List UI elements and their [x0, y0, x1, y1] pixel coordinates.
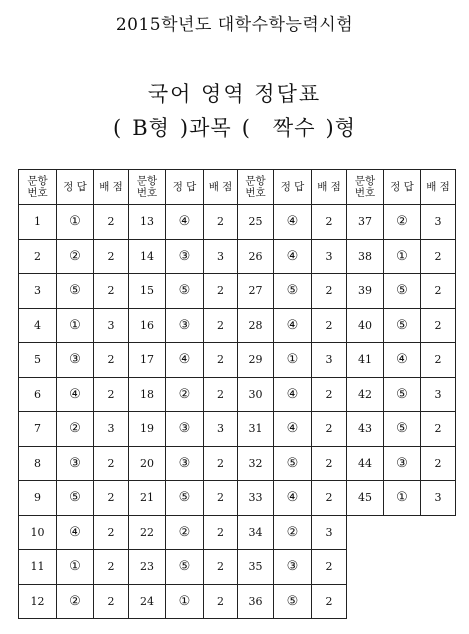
question-number-cell: 26 — [238, 239, 274, 274]
question-number-cell: 18 — [129, 377, 166, 412]
answer-cell: ⑤ — [384, 274, 421, 309]
answer-cell: ③ — [166, 412, 204, 447]
question-number-cell: 23 — [129, 550, 166, 585]
answer-cell: ④ — [166, 205, 204, 240]
question-number-cell: 28 — [238, 308, 274, 343]
question-number-cell: 10 — [19, 515, 57, 550]
header-answer: 정 답 — [57, 170, 94, 205]
question-number-cell: 30 — [238, 377, 274, 412]
question-number-cell: 21 — [129, 481, 166, 516]
points-cell: 2 — [204, 274, 238, 309]
question-number-cell: 12 — [19, 584, 57, 619]
empty-cell — [421, 550, 456, 585]
answer-cell: ③ — [57, 446, 94, 481]
question-number-cell: 6 — [19, 377, 57, 412]
points-cell: 2 — [94, 446, 129, 481]
question-number-cell: 25 — [238, 205, 274, 240]
points-cell: 3 — [312, 239, 347, 274]
answer-cell: ④ — [57, 377, 94, 412]
answer-cell: ⑤ — [166, 274, 204, 309]
table-row — [19, 550, 456, 585]
question-number-cell: 8 — [19, 446, 57, 481]
table-row — [19, 274, 456, 309]
points-cell: 2 — [204, 446, 238, 481]
question-number-cell: 36 — [238, 584, 274, 619]
answer-cell: ⑤ — [166, 550, 204, 585]
header-question-number: 문항 번호 — [347, 170, 384, 205]
question-number-cell: 16 — [129, 308, 166, 343]
empty-cell — [347, 550, 384, 585]
table-row — [19, 584, 456, 619]
question-number-cell: 45 — [347, 481, 384, 516]
empty-cell — [347, 584, 384, 619]
answer-table — [18, 169, 456, 619]
points-cell: 2 — [312, 308, 347, 343]
points-cell: 2 — [312, 412, 347, 447]
answer-cell: ① — [384, 239, 421, 274]
points-cell: 2 — [204, 481, 238, 516]
table-row — [19, 481, 456, 516]
question-number-cell: 29 — [238, 343, 274, 378]
question-number-cell: 9 — [19, 481, 57, 516]
points-cell: 2 — [421, 308, 456, 343]
points-cell: 2 — [204, 550, 238, 585]
points-cell: 3 — [421, 481, 456, 516]
subtitle-subject-label: 과목 — [189, 116, 232, 140]
answer-cell: ① — [274, 343, 312, 378]
header-answer: 정 답 — [384, 170, 421, 205]
question-number-cell: 34 — [238, 515, 274, 550]
answer-cell: ③ — [166, 446, 204, 481]
table-row — [19, 446, 456, 481]
points-cell: 2 — [421, 274, 456, 309]
empty-cell — [384, 550, 421, 585]
table-row — [19, 239, 456, 274]
subtitle-type: B형 — [132, 116, 170, 140]
empty-cell — [384, 515, 421, 550]
points-cell: 2 — [94, 239, 129, 274]
subtitle-open-paren-1: ( — [113, 116, 123, 140]
answer-cell: ④ — [274, 308, 312, 343]
points-cell: 2 — [312, 550, 347, 585]
question-number-cell: 39 — [347, 274, 384, 309]
header-answer: 정 답 — [166, 170, 204, 205]
points-cell: 2 — [94, 481, 129, 516]
points-cell: 2 — [204, 377, 238, 412]
question-number-cell: 19 — [129, 412, 166, 447]
question-number-cell: 17 — [129, 343, 166, 378]
answer-cell: ① — [384, 481, 421, 516]
points-cell: 2 — [312, 205, 347, 240]
answer-cell: ⑤ — [274, 446, 312, 481]
question-number-cell: 44 — [347, 446, 384, 481]
subtitle — [0, 112, 469, 142]
header-points: 배 점 — [421, 170, 456, 205]
table-row — [19, 308, 456, 343]
answer-cell: ⑤ — [274, 274, 312, 309]
answer-cell: ④ — [166, 343, 204, 378]
answer-cell: ④ — [384, 343, 421, 378]
answer-cell: ⑤ — [57, 481, 94, 516]
empty-cell — [421, 515, 456, 550]
answer-cell: ④ — [274, 239, 312, 274]
answer-cell: ② — [57, 412, 94, 447]
points-cell: 3 — [312, 515, 347, 550]
points-cell: 2 — [421, 239, 456, 274]
points-cell: 2 — [312, 481, 347, 516]
points-cell: 3 — [421, 205, 456, 240]
answer-cell: ④ — [274, 481, 312, 516]
empty-cell — [421, 584, 456, 619]
points-cell: 2 — [204, 584, 238, 619]
answer-cell: ④ — [274, 377, 312, 412]
answer-cell: ② — [166, 377, 204, 412]
question-number-cell: 15 — [129, 274, 166, 309]
table-row — [19, 205, 456, 240]
table-header-row — [19, 170, 456, 205]
question-number-cell: 42 — [347, 377, 384, 412]
subtitle-open-paren-2: ( — [241, 116, 251, 140]
points-cell: 2 — [312, 377, 347, 412]
question-number-cell: 41 — [347, 343, 384, 378]
points-cell: 2 — [94, 515, 129, 550]
question-number-cell: 32 — [238, 446, 274, 481]
question-number-cell: 7 — [19, 412, 57, 447]
question-number-cell: 22 — [129, 515, 166, 550]
subtitle-parity: 짝수 — [272, 116, 316, 140]
points-cell: 2 — [204, 515, 238, 550]
answer-cell: ④ — [57, 515, 94, 550]
points-cell: 3 — [421, 377, 456, 412]
points-cell: 3 — [204, 239, 238, 274]
points-cell: 2 — [94, 550, 129, 585]
header-points: 배 점 — [204, 170, 238, 205]
table-row — [19, 412, 456, 447]
answer-cell: ① — [57, 550, 94, 585]
points-cell: 2 — [204, 343, 238, 378]
question-number-cell: 11 — [19, 550, 57, 585]
points-cell: 2 — [94, 343, 129, 378]
answer-cell: ② — [57, 584, 94, 619]
header-question-number: 문항 번호 — [19, 170, 57, 205]
points-cell: 2 — [94, 274, 129, 309]
header-answer: 정 답 — [274, 170, 312, 205]
question-number-cell: 2 — [19, 239, 57, 274]
answer-cell: ⑤ — [57, 274, 94, 309]
answer-cell: ③ — [274, 550, 312, 585]
points-cell: 2 — [421, 343, 456, 378]
points-cell: 2 — [312, 584, 347, 619]
question-number-cell: 33 — [238, 481, 274, 516]
answer-cell: ① — [166, 584, 204, 619]
exam-title: 2015학년도 대학수학능력시험 — [115, 15, 354, 35]
points-cell: 2 — [421, 412, 456, 447]
question-number-cell: 13 — [129, 205, 166, 240]
answer-cell: ② — [57, 239, 94, 274]
subtitle-form-label: 형 — [334, 116, 356, 140]
question-number-cell: 38 — [347, 239, 384, 274]
points-cell: 3 — [312, 343, 347, 378]
points-cell: 2 — [94, 377, 129, 412]
points-cell: 2 — [204, 308, 238, 343]
points-cell: 2 — [94, 584, 129, 619]
question-number-cell: 1 — [19, 205, 57, 240]
answer-cell: ④ — [274, 205, 312, 240]
points-cell: 2 — [94, 205, 129, 240]
points-cell: 2 — [312, 274, 347, 309]
points-cell: 2 — [421, 446, 456, 481]
document-title: 국어 영역 정답표 — [147, 82, 322, 106]
answer-cell: ⑤ — [384, 412, 421, 447]
answer-cell: ② — [384, 205, 421, 240]
answer-cell: ⑤ — [384, 377, 421, 412]
answer-cell: ⑤ — [166, 481, 204, 516]
answer-cell: ③ — [57, 343, 94, 378]
points-cell: 2 — [312, 446, 347, 481]
empty-cell — [384, 584, 421, 619]
answer-cell: ⑤ — [274, 584, 312, 619]
answer-cell: ① — [57, 205, 94, 240]
header-points: 배 점 — [94, 170, 129, 205]
table-row — [19, 377, 456, 412]
points-cell: 2 — [204, 205, 238, 240]
empty-cell — [347, 515, 384, 550]
question-number-cell: 20 — [129, 446, 166, 481]
points-cell: 3 — [204, 412, 238, 447]
header-question-number: 문항 번호 — [238, 170, 274, 205]
question-number-cell: 31 — [238, 412, 274, 447]
question-number-cell: 40 — [347, 308, 384, 343]
subtitle-close-paren-1: ) — [179, 116, 190, 140]
question-number-cell: 24 — [129, 584, 166, 619]
question-number-cell: 14 — [129, 239, 166, 274]
answer-cell: ⑤ — [384, 308, 421, 343]
question-number-cell: 35 — [238, 550, 274, 585]
answer-cell: ② — [274, 515, 312, 550]
answer-cell: ④ — [274, 412, 312, 447]
table-row — [19, 343, 456, 378]
question-number-cell: 43 — [347, 412, 384, 447]
header-points: 배 점 — [312, 170, 347, 205]
answer-cell: ② — [166, 515, 204, 550]
points-cell: 3 — [94, 412, 129, 447]
question-number-cell: 5 — [19, 343, 57, 378]
points-cell: 3 — [94, 308, 129, 343]
answer-cell: ③ — [166, 239, 204, 274]
answer-cell: ③ — [384, 446, 421, 481]
answer-cell: ③ — [166, 308, 204, 343]
question-number-cell: 4 — [19, 308, 57, 343]
question-number-cell: 37 — [347, 205, 384, 240]
header-question-number: 문항 번호 — [129, 170, 166, 205]
question-number-cell: 27 — [238, 274, 274, 309]
table-row — [19, 515, 456, 550]
question-number-cell: 3 — [19, 274, 57, 309]
subtitle-close-paren-2: ) — [325, 116, 335, 140]
answer-cell: ① — [57, 308, 94, 343]
